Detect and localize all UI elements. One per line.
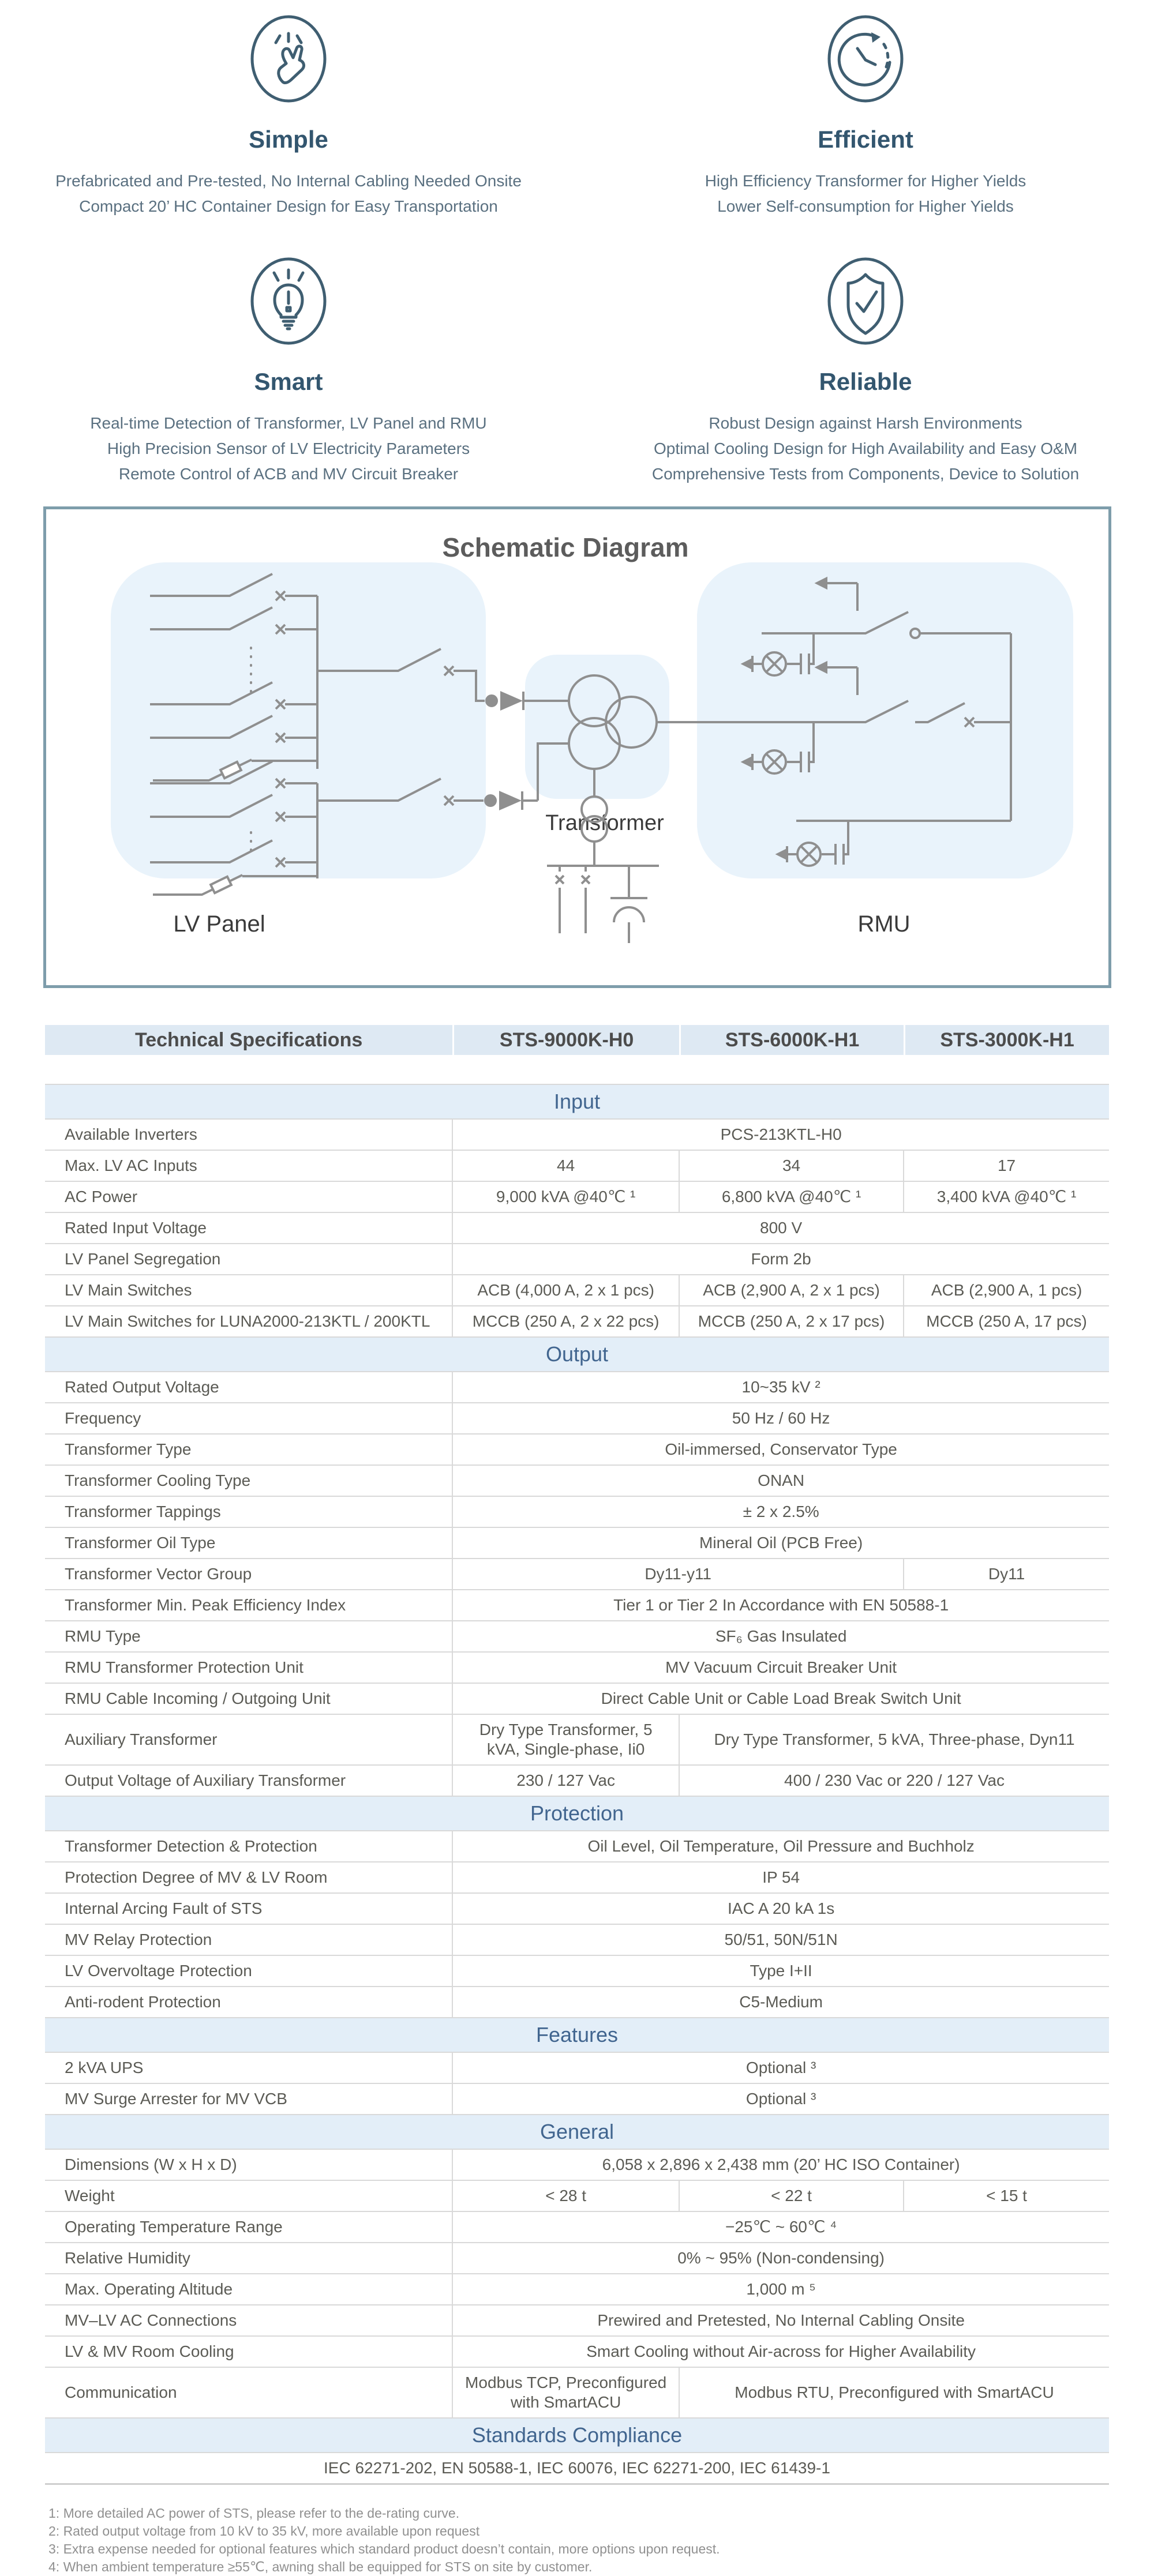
section-header-output: Output — [45, 1337, 1109, 1372]
row-label: Transformer Vector Group — [45, 1559, 452, 1590]
spec-row — [45, 1434, 1109, 1465]
row-label: Rated Input Voltage — [45, 1212, 452, 1244]
row-label: RMU Cable Incoming / Outgoing Unit — [45, 1683, 452, 1714]
model-column-sts-9000k-h0: STS-9000K-H0 — [452, 1025, 679, 1055]
row-label: Available Inverters — [45, 1119, 452, 1150]
spec-value: ± 2 x 2.5% — [452, 1496, 1109, 1527]
spec-value: ACB (4,000 A, 2 x 1 pcs) — [452, 1275, 679, 1306]
spec-row — [45, 2149, 1109, 2180]
spec-row — [45, 2274, 1109, 2305]
spec-value: 44 — [452, 1150, 679, 1181]
spec-value: Optional ³ — [452, 2083, 1109, 2115]
row-label: AC Power — [45, 1181, 452, 1212]
spec-value: Optional ³ — [452, 2052, 1109, 2083]
smart-bulb-icon — [248, 255, 329, 347]
spec-row — [45, 1987, 1109, 2018]
rmu-area — [697, 562, 1073, 878]
spec-value: MCCB (250 A, 17 pcs) — [904, 1306, 1109, 1337]
row-label: Dimensions (W x H x D) — [45, 2149, 452, 2180]
row-label: Weight — [45, 2180, 452, 2211]
spec-row — [45, 2083, 1109, 2115]
spec-value: ACB (2,900 A, 2 x 1 pcs) — [679, 1275, 904, 1306]
lv-panel-area — [111, 562, 486, 878]
transformer-label: Transformer — [545, 811, 664, 835]
spec-value: 230 / 127 Vac — [452, 1765, 679, 1796]
spec-value: < 22 t — [679, 2180, 904, 2211]
spec-row — [45, 2052, 1109, 2083]
feature-description: Prefabricated and Pre-tested, No Internal Cabling Needed Onsite Compact 20’ HC Container Design for Easy Transportation — [55, 172, 522, 215]
row-label: Protection Degree of MV & LV Room — [45, 1862, 452, 1893]
spec-value: IEC 62271-202, EN 50588-1, IEC 60076, IEC 62271-200, IEC 61439-1 — [45, 2453, 1109, 2484]
spec-table — [45, 1084, 1109, 2485]
footnote: 4: When ambient temperature ≥55℃, awning shall be equipped for STS on site by customer. — [48, 2559, 593, 2574]
spec-value: 10~35 kV ² — [452, 1372, 1109, 1403]
row-label: LV Overvoltage Protection — [45, 1955, 452, 1987]
row-label: Transformer Min. Peak Efficiency Index — [45, 1590, 452, 1621]
spec-value: Form 2b — [452, 1244, 1109, 1275]
row-label: Transformer Tappings — [45, 1496, 452, 1527]
row-label: MV–LV AC Connections — [45, 2305, 452, 2336]
spec-row — [45, 1924, 1109, 1955]
spec-row — [45, 1496, 1109, 1527]
row-label: Output Voltage of Auxiliary Transformer — [45, 1765, 452, 1796]
footnote: 1: More detailed AC power of STS, please refer to the de-rating curve. — [48, 2506, 460, 2521]
spec-value: Mineral Oil (PCB Free) — [452, 1527, 1109, 1559]
schematic-title: Schematic Diagram — [442, 532, 688, 562]
spec-value: MCCB (250 A, 2 x 22 pcs) — [452, 1306, 679, 1337]
spec-row — [45, 1893, 1109, 1924]
spec-row — [45, 1765, 1109, 1796]
row-label: Anti-rodent Protection — [45, 1987, 452, 2018]
section-header-input: Input — [45, 1084, 1109, 1119]
model-column-sts-6000k-h1: STS-6000K-H1 — [679, 1025, 904, 1055]
row-label: Auxiliary Transformer — [45, 1714, 452, 1765]
spec-row — [45, 1831, 1109, 1862]
schematic-svg — [46, 509, 1108, 985]
feature-title: Simple — [249, 126, 328, 153]
spec-value: Dry Type Transformer, 5 kVA, Single-phase, Ii0 — [452, 1714, 679, 1765]
row-label: Internal Arcing Fault of STS — [45, 1893, 452, 1924]
row-label: LV & MV Room Cooling — [45, 2336, 452, 2367]
spec-row — [45, 2305, 1109, 2336]
spec-row — [45, 1119, 1109, 1150]
spec-value: Modbus RTU, Preconfigured with SmartACU — [679, 2367, 1109, 2418]
spec-value: Direct Cable Unit or Cable Load Break Switch Unit — [452, 1683, 1109, 1714]
spec-value: SF₆ Gas Insulated — [452, 1621, 1109, 1652]
spec-row — [45, 1150, 1109, 1181]
row-label: Rated Output Voltage — [45, 1372, 452, 1403]
spec-row — [45, 1955, 1109, 1987]
spec-value: 17 — [904, 1150, 1109, 1181]
feature-title: Efficient — [818, 126, 913, 153]
spec-value: ONAN — [452, 1465, 1109, 1496]
spec-row — [45, 1275, 1109, 1306]
row-label: RMU Type — [45, 1621, 452, 1652]
section-header-protection: Protection — [45, 1796, 1109, 1831]
spec-row — [45, 1465, 1109, 1496]
spec-row — [45, 1862, 1109, 1893]
spec-table-header — [45, 1025, 1109, 1055]
spec-row — [45, 2180, 1109, 2211]
shield-check-icon — [825, 255, 906, 347]
spec-row — [45, 1559, 1109, 1590]
spec-value: IAC A 20 kA 1s — [452, 1893, 1109, 1924]
spec-value: 800 V — [452, 1212, 1109, 1244]
spec-row — [45, 1181, 1109, 1212]
finger-snap-icon — [248, 13, 329, 105]
row-label: Transformer Type — [45, 1434, 452, 1465]
spec-row — [45, 1403, 1109, 1434]
spec-value: Smart Cooling without Air-across for Higher Availability — [452, 2336, 1109, 2367]
spec-value: −25℃ ~ 60℃ ⁴ — [452, 2211, 1109, 2243]
row-label: RMU Transformer Protection Unit — [45, 1652, 452, 1683]
row-label: Communication — [45, 2367, 452, 2418]
spec-value: 50 Hz / 60 Hz — [452, 1403, 1109, 1434]
spec-row — [45, 1527, 1109, 1559]
row-label: Transformer Cooling Type — [45, 1465, 452, 1496]
row-label: Transformer Detection & Protection — [45, 1831, 452, 1862]
section-header-general: General — [45, 2115, 1109, 2149]
feature-simple — [0, 13, 577, 219]
spec-value: C5-Medium — [452, 1987, 1109, 2018]
feature-description: Robust Design against Harsh Environments Optimal Cooling Design for High Availability and Easy O&M Comprehensive Tests from Components, Device to Solution — [651, 414, 1080, 483]
feature-smart — [0, 255, 577, 487]
spec-header-title: Technical Specifications — [134, 1028, 363, 1051]
spec-row — [45, 2367, 1109, 2418]
feature-efficient — [577, 13, 1154, 219]
row-label: Max. LV AC Inputs — [45, 1150, 452, 1181]
spec-table-wrap — [45, 1025, 1109, 2485]
feature-title: Smart — [254, 368, 323, 395]
rmu-label: RMU — [857, 911, 911, 937]
row-label: Relative Humidity — [45, 2243, 452, 2274]
spec-value: 50/51, 50N/51N — [452, 1924, 1109, 1955]
spec-row — [45, 1683, 1109, 1714]
spec-value: MCCB (250 A, 2 x 17 pcs) — [679, 1306, 904, 1337]
row-label: Operating Temperature Range — [45, 2211, 452, 2243]
lv-panel-label: LV Panel — [173, 911, 265, 937]
feature-grid — [0, 0, 1154, 487]
spec-value: 6,058 x 2,896 x 2,438 mm (20’ HC ISO Container) — [452, 2149, 1109, 2180]
model-column-sts-3000k-h1: STS-3000K-H1 — [904, 1025, 1109, 1055]
spec-value: Prewired and Pretested, No Internal Cabling Onsite — [452, 2305, 1109, 2336]
row-label: Transformer Oil Type — [45, 1527, 452, 1559]
footnote: 3: Extra expense needed for optional features which standard product doesn’t contain, more options upon request. — [48, 2541, 720, 2556]
spec-row — [45, 1306, 1109, 1337]
spec-value: 3,400 kVA @40℃ ¹ — [904, 1181, 1109, 1212]
spec-value: Dry Type Transformer, 5 kVA, Three-phase, Dyn11 — [679, 1714, 1109, 1765]
spec-row — [45, 2243, 1109, 2274]
spec-value: Type I+II — [452, 1955, 1109, 1987]
spec-row — [45, 1652, 1109, 1683]
spec-row — [45, 1621, 1109, 1652]
spec-row — [45, 1714, 1109, 1765]
spec-value: Oil Level, Oil Temperature, Oil Pressure and Buchholz — [452, 1831, 1109, 1862]
spec-value: 6,800 kVA @40℃ ¹ — [679, 1181, 904, 1212]
spec-value: Modbus TCP, Preconfigured with SmartACU — [452, 2367, 679, 2418]
spec-row — [45, 2453, 1109, 2484]
spec-value: 400 / 230 Vac or 220 / 127 Vac — [679, 1765, 1109, 1796]
spec-value: < 15 t — [904, 2180, 1109, 2211]
spec-value: Dy11 — [904, 1559, 1109, 1590]
timer-icon — [825, 13, 906, 105]
spec-value: Oil-immersed, Conservator Type — [452, 1434, 1109, 1465]
row-label: LV Panel Segregation — [45, 1244, 452, 1275]
row-label: MV Relay Protection — [45, 1924, 452, 1955]
spec-value: Dy11-y11 — [452, 1559, 904, 1590]
spec-value: MV Vacuum Circuit Breaker Unit — [452, 1652, 1109, 1683]
row-label: MV Surge Arrester for MV VCB — [45, 2083, 452, 2115]
section-header-features: Features — [45, 2018, 1109, 2052]
section-header-standards-compliance: Standards Compliance — [45, 2418, 1109, 2453]
spec-value: IP 54 — [452, 1862, 1109, 1893]
spec-value: PCS-213KTL-H0 — [452, 1119, 1109, 1150]
spec-row — [45, 1244, 1109, 1275]
spec-value: 9,000 kVA @40℃ ¹ — [452, 1181, 679, 1212]
spec-row — [45, 2211, 1109, 2243]
row-label: 2 kVA UPS — [45, 2052, 452, 2083]
spec-value: 1,000 m ⁵ — [452, 2274, 1109, 2305]
spec-value: < 28 t — [452, 2180, 679, 2211]
row-label: Max. Operating Altitude — [45, 2274, 452, 2305]
spec-row — [45, 1590, 1109, 1621]
footnotes — [48, 2504, 1154, 2576]
feature-title: Reliable — [819, 368, 912, 395]
spec-value: 34 — [679, 1150, 904, 1181]
spec-row — [45, 1372, 1109, 1403]
spec-value: Tier 1 or Tier 2 In Accordance with EN 50588-1 — [452, 1590, 1109, 1621]
spec-row — [45, 1212, 1109, 1244]
row-label: LV Main Switches — [45, 1275, 452, 1306]
row-label: Frequency — [45, 1403, 452, 1434]
spec-row — [45, 2336, 1109, 2367]
row-label: LV Main Switches for LUNA2000-213KTL / 200KTL — [45, 1306, 452, 1337]
feature-description: Real-time Detection of Transformer, LV Panel and RMU High Precision Sensor of LV Electricity Parameters Remote Control of ACB and MV Circuit Breaker — [90, 414, 487, 483]
footnote: 2: Rated output voltage from 10 kV to 35 kV, more available upon request — [48, 2524, 480, 2539]
spec-value: ACB (2,900 A, 1 pcs) — [904, 1275, 1109, 1306]
feature-description: High Efficiency Transformer for Higher Yields Lower Self-consumption for Higher Yields — [705, 172, 1026, 215]
spec-value: 0% ~ 95% (Non-condensing) — [452, 2243, 1109, 2274]
schematic-diagram — [43, 506, 1111, 988]
feature-reliable — [577, 255, 1154, 487]
